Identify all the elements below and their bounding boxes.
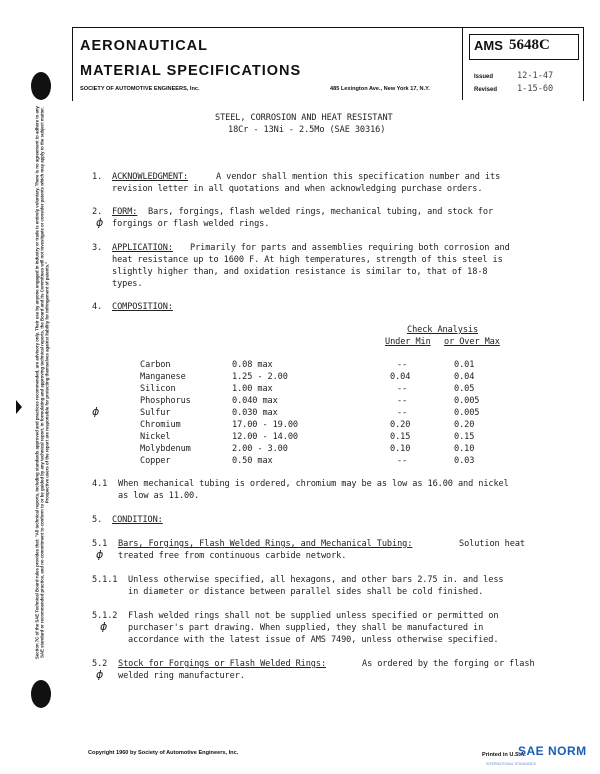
revision-mark-5-1-2: ϕ: [100, 620, 108, 633]
comp-row-range: 1.25 - 2.00: [232, 372, 288, 382]
section-4-1-line-2: as low as 11.00.: [118, 491, 200, 501]
comp-row-under: 0.04: [390, 372, 411, 382]
revised-date: 1-15-60: [517, 84, 554, 94]
section-5-1-1-line-2: in diameter or distance between parallel sides shall be cold finished.: [128, 587, 484, 597]
comp-row-range: 1.00 max: [232, 384, 273, 394]
section-2-line-2: forgings or flash welded rings.: [112, 219, 270, 229]
revised-label: Revised: [474, 87, 498, 93]
comp-row-under: --: [397, 384, 408, 394]
comp-row-under: --: [397, 396, 408, 406]
section-5-1-2-line-2: purchaser's part drawing. When supplied, they shall be manufactured in: [128, 623, 484, 633]
title-line-1: AERONAUTICAL: [80, 38, 208, 54]
comp-row-under: --: [397, 456, 408, 466]
section-1-number: 1.: [92, 172, 103, 182]
comp-row-element: Phosphorus: [140, 396, 191, 406]
section-5-1-number: 5.1: [92, 539, 108, 549]
sae-norm-watermark-sub: INTERNATIONAL STANDARDS: [486, 762, 536, 766]
society-name: SOCIETY OF AUTOMOTIVE ENGINEERS, Inc.: [80, 86, 200, 92]
comp-row-over: 0.15: [454, 432, 475, 442]
comp-row-range: 2.00 - 3.00: [232, 444, 288, 454]
section-3-heading: APPLICATION:: [112, 243, 173, 253]
comp-row-range: 17.00 - 19.00: [232, 420, 298, 430]
under-min-header: Under Min: [385, 337, 431, 347]
comp-row-over: 0.03: [454, 456, 475, 466]
revision-mark-sulfur: ϕ: [92, 405, 100, 418]
comp-row-under: --: [397, 360, 408, 370]
over-max-header: or Over Max: [444, 337, 500, 347]
section-5-2-number: 5.2: [92, 659, 108, 669]
section-3-line-3: slightly higher than, and oxidation resistance is similar to, that of 18-8: [112, 267, 488, 277]
comp-row-over: 0.05: [454, 384, 475, 394]
sae-norm-watermark: SAE NORM: [518, 744, 587, 758]
section-5-heading: CONDITION:: [112, 515, 163, 525]
comp-row-element: Nickel: [140, 432, 171, 442]
comp-row-element: Carbon: [140, 360, 171, 370]
section-5-1-line-1: Solution heat: [459, 539, 525, 549]
margin-legal-note: Section 7C of the SAE Technical Board rules provides that: "All technical reports, including standards approved and practices recommended, are advisory only. Their use by anyone engaged in industry or trade is entirely voluntary. There is no agreement to adhere to any SAE standard or recommended practice, and no commitment to conform to or be guided by any technical report. In formulating and approving technical reports, the Board and its Committees will not investigate or consider patents which may apply to the subject matter. Prospective users of the report are responsible for protecting themselves against liability for infringement of patents.": [34, 106, 50, 659]
comp-row-over: 0.005: [454, 408, 480, 418]
issued-date: 12-1-47: [517, 71, 554, 81]
section-4-1-line-1: When mechanical tubing is ordered, chromium may be as low as 16.00 and nickel: [118, 479, 509, 489]
copyright-notice: Copyright 1960 by Society of Automotive Engineers, Inc.: [88, 750, 239, 756]
revision-mark-5-1: ϕ: [96, 548, 104, 561]
comp-row-range: 0.08 max: [232, 360, 273, 370]
section-5-2-heading: Stock for Forgings or Flash Welded Rings:: [118, 659, 327, 669]
comp-row-over: 0.20: [454, 420, 475, 430]
title-line-2: MATERIAL SPECIFICATIONS: [80, 63, 302, 79]
section-5-1-2-line-1: Flash welded rings shall not be supplied unless specified or permitted on: [128, 611, 499, 621]
society-address: 485 Lexington Ave., New York 17, N.Y.: [330, 86, 430, 92]
comp-row-range: 0.040 max: [232, 396, 278, 406]
punch-hole-top: [31, 72, 51, 100]
comp-row-under: --: [397, 408, 408, 418]
section-4-1-number: 4.1: [92, 479, 108, 489]
section-5-2-line-1: As ordered by the forging or flash: [362, 659, 535, 669]
check-analysis-header: Check Analysis: [407, 325, 479, 335]
comp-row-element: Molybdenum: [140, 444, 191, 454]
section-1-line-1: A vendor shall mention this specification number and its: [216, 172, 501, 182]
section-3-line-2: heat resistance up to 1600 F. At high temperatures, strength of this steel is: [112, 255, 503, 265]
section-5-number: 5.: [92, 515, 103, 525]
issued-label: Issued: [474, 74, 494, 80]
section-2-heading: FORM:: [112, 207, 138, 217]
section-5-1-1-number: 5.1.1: [92, 575, 118, 585]
revision-mark-2: ϕ: [96, 216, 104, 229]
punch-hole-bottom: [31, 680, 51, 708]
comp-row-over: 0.005: [454, 396, 480, 406]
comp-row-under: 0.20: [390, 420, 411, 430]
section-5-1-2-number: 5.1.2: [92, 611, 118, 621]
comp-row-element: Sulfur: [140, 408, 171, 418]
section-5-1-2-line-3: accordance with the latest issue of AMS 7490, unless otherwise specified.: [128, 635, 499, 645]
section-5-2-line-2: welded ring manufacturer.: [118, 671, 245, 681]
subject-line-1: STEEL, CORROSION AND HEAT RESISTANT: [215, 113, 393, 123]
comp-row-range: 0.030 max: [232, 408, 278, 418]
comp-row-over: 0.01: [454, 360, 475, 370]
comp-row-over: 0.10: [454, 444, 475, 454]
comp-row-element: Manganese: [140, 372, 186, 382]
section-3-line-4: types.: [112, 279, 143, 289]
section-4-number: 4.: [92, 302, 103, 312]
comp-row-over: 0.04: [454, 372, 475, 382]
section-4-heading: COMPOSITION:: [112, 302, 173, 312]
comp-row-under: 0.10: [390, 444, 411, 454]
comp-row-under: 0.15: [390, 432, 411, 442]
comp-row-element: Copper: [140, 456, 171, 466]
section-1-heading: ACKNOWLEDGMENT:: [112, 172, 189, 182]
comp-row-range: 12.00 - 14.00: [232, 432, 298, 442]
section-1-line-2: revision letter in all quotations and when acknowledging purchase orders.: [112, 184, 483, 194]
section-3-line-1: Primarily for parts and assemblies requiring both corrosion and: [190, 243, 510, 253]
section-2-line-1: Bars, forgings, flash welded rings, mechanical tubing, and stock for: [148, 207, 494, 217]
ams-label: AMS: [474, 38, 503, 53]
section-3-number: 3.: [92, 243, 103, 253]
section-5-1-1-line-1: Unless otherwise specified, all hexagons, and other bars 2.75 in. and less: [128, 575, 504, 585]
section-5-1-line-2: treated free from continuous carbide network.: [118, 551, 347, 561]
ams-number: 5648C: [509, 37, 550, 53]
margin-arrow-marker: [16, 400, 22, 414]
revision-mark-5-2: ϕ: [96, 668, 104, 681]
comp-row-element: Chromium: [140, 420, 181, 430]
comp-row-range: 0.50 max: [232, 456, 273, 466]
comp-row-element: Silicon: [140, 384, 176, 394]
section-5-1-heading: Bars, Forgings, Flash Welded Rings, and Mechanical Tubing:: [118, 539, 413, 549]
section-2-number: 2.: [92, 207, 103, 217]
printed-notice: Printed in U.S.A.: [482, 752, 526, 758]
subject-line-2: 18Cr - 13Ni - 2.5Mo (SAE 30316): [228, 125, 386, 135]
